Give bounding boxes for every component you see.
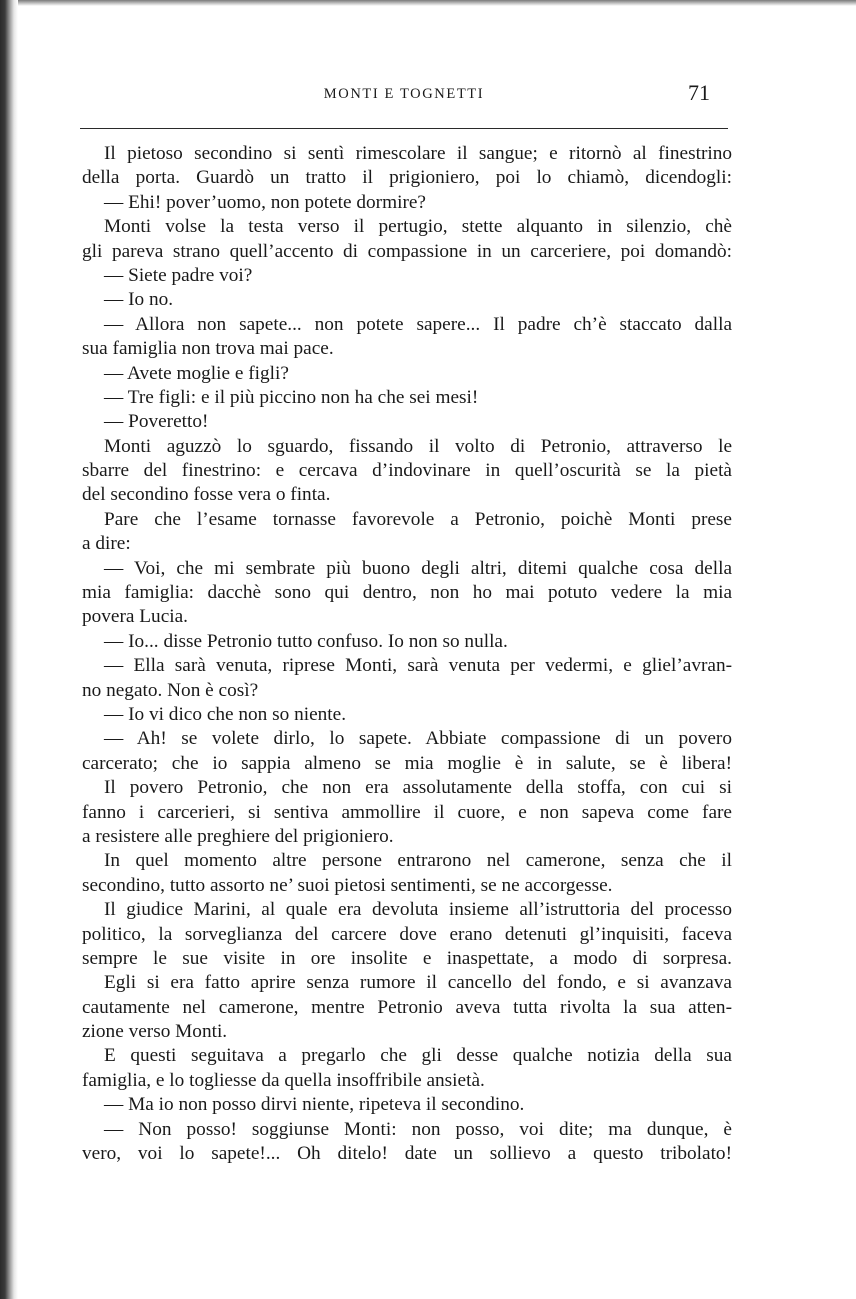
body-text <box>82 142 732 1166</box>
text-line: sempre le sue visite in ore insolite e inaspettate, a modo di sorpresa. <box>82 947 732 969</box>
text-line: zione verso Monti. <box>82 1021 228 1043</box>
text-line: Monti volse la testa verso il pertugio, stette alquanto in silenzio, chè <box>104 216 732 238</box>
text-line: sua famiglia non trova mai pace. <box>82 338 334 360</box>
text-line: del secondino fosse vera o finta. <box>82 484 331 506</box>
text-line: Il povero Petronio, che non era assolutamente della stoffa, con cui si <box>104 777 732 799</box>
text-line: — Avete moglie e figli? <box>104 362 289 384</box>
page-number: 71 <box>688 80 710 105</box>
text-line: Il giudice Marini, al quale era devoluta insieme all’istruttoria del processo <box>104 899 732 921</box>
text-line: In quel momento altre persone entrarono nel camerone, senza che il <box>104 850 732 872</box>
text-line: famiglia, e lo togliesse da quella insoffribile ansietà. <box>82 1069 485 1091</box>
text-line: — Ma io non posso dirvi niente, ripeteva il secondino. <box>104 1094 525 1116</box>
text-line: a dire: <box>82 533 131 555</box>
text-line: a resistere alle preghiere del prigioniero. <box>82 825 394 847</box>
text-line: Egli si era fatto aprire senza rumore il cancello del fondo, e si avanzava <box>104 972 732 994</box>
text-line: secondino, tutto assorto ne’ suoi pietosi sentimenti, se ne accorgesse. <box>82 874 613 896</box>
text-line: — Io... disse Petronio tutto confuso. Io non so nulla. <box>104 630 508 652</box>
text-line: politico, la sorveglianza del carcere dove erano detenuti gl’inquisiti, faceva <box>82 923 732 945</box>
text-line: — Tre figli: e il più piccino non ha che sei mesi! <box>104 386 479 408</box>
text-line: Monti aguzzò lo sguardo, fissando il volto di Petronio, attraverso le <box>104 435 732 457</box>
text-line: Pare che l’esame tornasse favorevole a Petronio, poichè Monti prese <box>104 508 732 530</box>
text-line: — Ella sarà venuta, riprese Monti, sarà venuta per vedermi, e gliel’avran- <box>104 655 732 677</box>
text-line: mia famiglia: dacchè sono qui dentro, non ho mai potuto vedere la mia <box>82 582 732 604</box>
text-line: no negato. Non è così? <box>82 679 259 701</box>
text-line: — Allora non sapete... non potete sapere... Il padre ch’è staccato dalla <box>104 313 732 335</box>
text-line: fanno i carcerieri, si sentiva ammollire il cuore, e non sapeva come fare <box>82 801 732 823</box>
page-header <box>80 76 728 116</box>
text-line: — Ehi! pover’uomo, non potete dormire? <box>104 191 426 213</box>
text-line: della porta. Guardò un tratto il prigioniero, poi lo chiamò, dicendogli: <box>82 167 732 189</box>
page-top-shadow <box>0 0 856 6</box>
text-line: gli pareva strano quell’accento di compassione in un carceriere, poi domandò: <box>82 240 732 262</box>
text-line: vero, voi lo sapete!... Oh ditelo! date un sollievo a questo tribolato! <box>82 1143 732 1165</box>
page-binding-edge <box>0 0 18 1299</box>
text-line: sbarre del finestrino: e cercava d’indovinare in quell’oscurità se la pietà <box>82 460 732 482</box>
text-line: — Io vi dico che non so niente. <box>104 703 347 725</box>
text-line: carcerato; che io sappia almeno se mia moglie è in salute, se è libera! <box>82 752 732 774</box>
header-rule <box>80 128 728 129</box>
text-line: Il pietoso secondino si sentì rimescolare il sangue; e ritornò al finestrino <box>104 143 732 164</box>
text-line: — Ah! se volete dirlo, lo sapete. Abbiate compassione di un povero <box>104 728 732 750</box>
running-title: MONTI E TOGNETTI <box>323 86 485 102</box>
text-line: — Voi, che mi sembrate più buono degli altri, ditemi qualche cosa della <box>104 557 732 579</box>
text-line: — Siete padre voi? <box>104 264 253 286</box>
text-line: — Poveretto! <box>104 411 209 433</box>
text-line: — Io no. <box>104 289 174 311</box>
text-line: — Non posso! soggiunse Monti: non posso, voi dite; ma dunque, è <box>104 1118 732 1140</box>
text-line: povera Lucia. <box>82 606 188 628</box>
text-line: cautamente nel camerone, mentre Petronio aveva tutta rivolta la sua atten- <box>82 996 732 1018</box>
text-line: E questi seguitava a pregarlo che gli desse qualche notizia della sua <box>104 1045 732 1067</box>
